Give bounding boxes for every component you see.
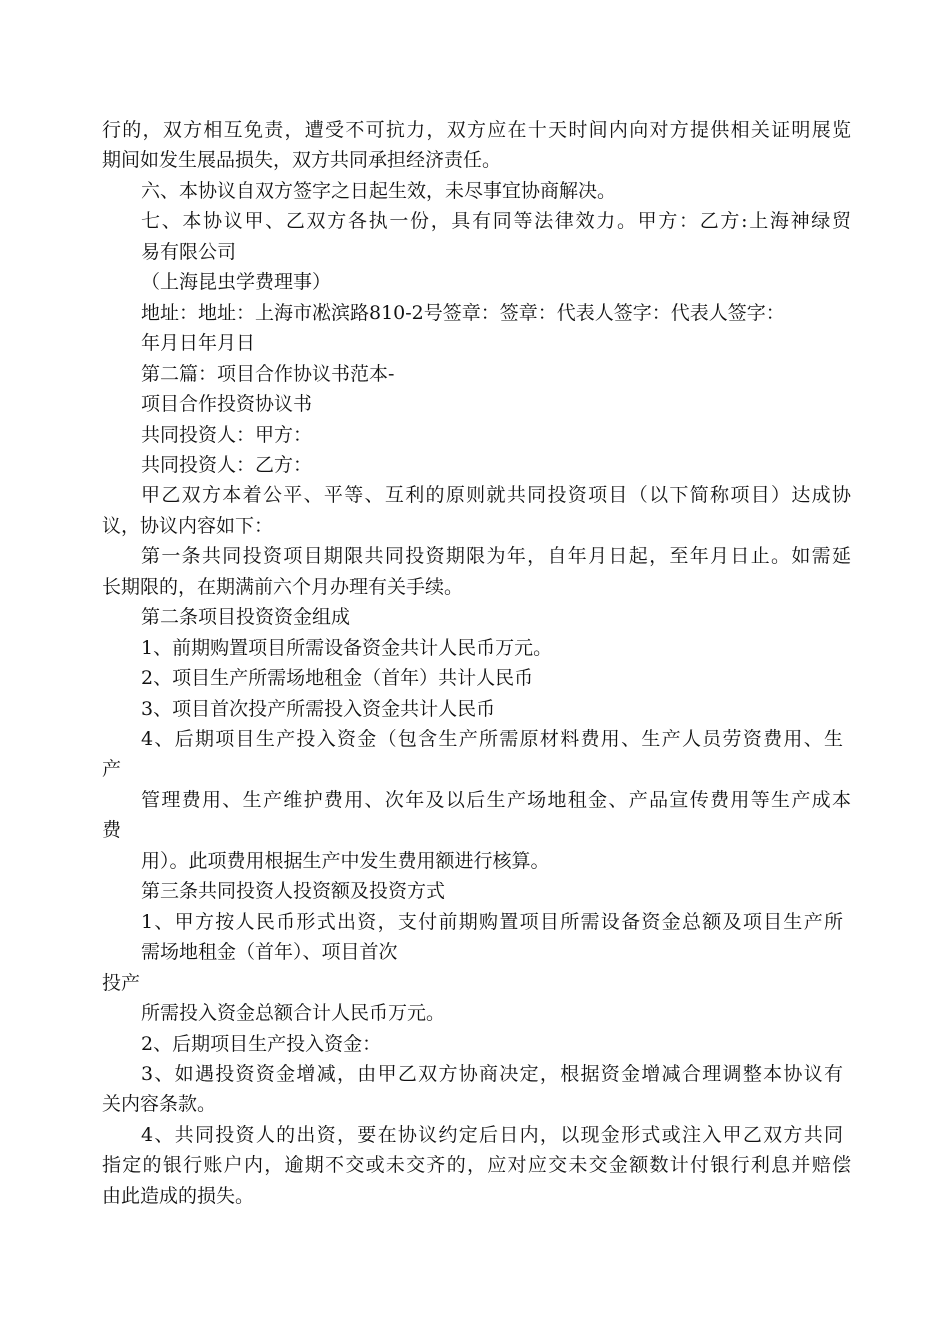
text-line: 3、项目首次投产所需投入资金共计人民币	[141, 698, 496, 720]
text-line: 期间如发生展品损失，双方共同承担经济责任。	[102, 149, 502, 171]
document-title: 项目合作投资协议书	[141, 393, 313, 415]
text-line: （上海昆虫学费理事）	[141, 271, 332, 293]
text-line: 管理费用、生产维护费用、次年及以后生产场地租金、产品宣传费用等生产成本	[141, 789, 853, 811]
text-line: 4、共同投资人的出资，要在协议约定后日内，以现金形式或注入甲乙双方共同	[141, 1124, 845, 1146]
text-line: 2、后期项目生产投入资金：	[141, 1033, 382, 1055]
text-line: 长期限的，在期满前六个月办理有关手续。	[102, 576, 464, 598]
text-line: 用）。此项费用根据生产中发生费用额进行核算。	[141, 850, 550, 872]
text-line: 六、本协议自双方签字之日起生效，未尽事宜协商解决。	[141, 180, 617, 202]
text-line: 行的，双方相互免责，遭受不可抗力，双方应在十天时间内向对方提供相关证明展览	[102, 119, 853, 141]
text-line: 年月日年月日	[141, 332, 256, 354]
text-line: 甲乙双方本着公平、平等、互利的原则就共同投资项目（以下简称项目）达成协	[141, 484, 853, 506]
text-line: 议，协议内容如下：	[102, 515, 274, 537]
text-line: 易有限公司	[141, 241, 237, 263]
text-line: 第一条共同投资项目期限共同投资期限为年，自年月日起，至年月日止。如需延	[141, 545, 853, 567]
text-line: 1、甲方按人民币形式出资，支付前期购置项目所需设备资金总额及项目生产所	[141, 911, 845, 933]
article-heading: 第二条项目投资资金组成	[141, 606, 351, 628]
text-line: 地址：地址：上海市凇滨路810-2号签章：签章：代表人签字：代表人签字：	[141, 302, 785, 324]
text-line: 费	[102, 819, 122, 841]
text-line: 关内容条款。	[102, 1093, 217, 1115]
text-line: 指定的银行账户内，逾期不交或未交齐的，应对应交未交金额数计付银行利息并赔偿	[102, 1154, 853, 1176]
text-line: 共同投资人：乙方：	[141, 454, 313, 476]
text-line: 1、前期购置项目所需设备资金共计人民币万元。	[141, 637, 553, 659]
article-heading: 第三条共同投资人投资额及投资方式	[141, 880, 446, 902]
text-line: 需场地租金（首年）、项目首次	[141, 941, 398, 963]
text-line: 产	[102, 758, 122, 780]
text-line: 由此造成的损失。	[102, 1185, 255, 1207]
text-line: 所需投入资金总额合计人民币万元。	[141, 1002, 446, 1024]
text-line: 共同投资人：甲方：	[141, 424, 313, 446]
text-line: 投产	[102, 972, 141, 994]
text-line: 4、后期项目生产投入资金（包含生产所需原材料费用、生产人员劳资费用、生	[141, 728, 845, 750]
text-line: 2、项目生产所需场地租金（首年）共计人民币	[141, 667, 534, 689]
text-line: 七、本协议甲、乙双方各执一份，具有同等法律效力。甲方：乙方:上海神绿贸	[141, 210, 853, 232]
text-line: 3、如遇投资资金增减，由甲乙双方协商决定，根据资金增减合理调整本协议有	[141, 1063, 845, 1085]
section-heading: 第二篇：项目合作协议书范本-	[141, 363, 395, 385]
